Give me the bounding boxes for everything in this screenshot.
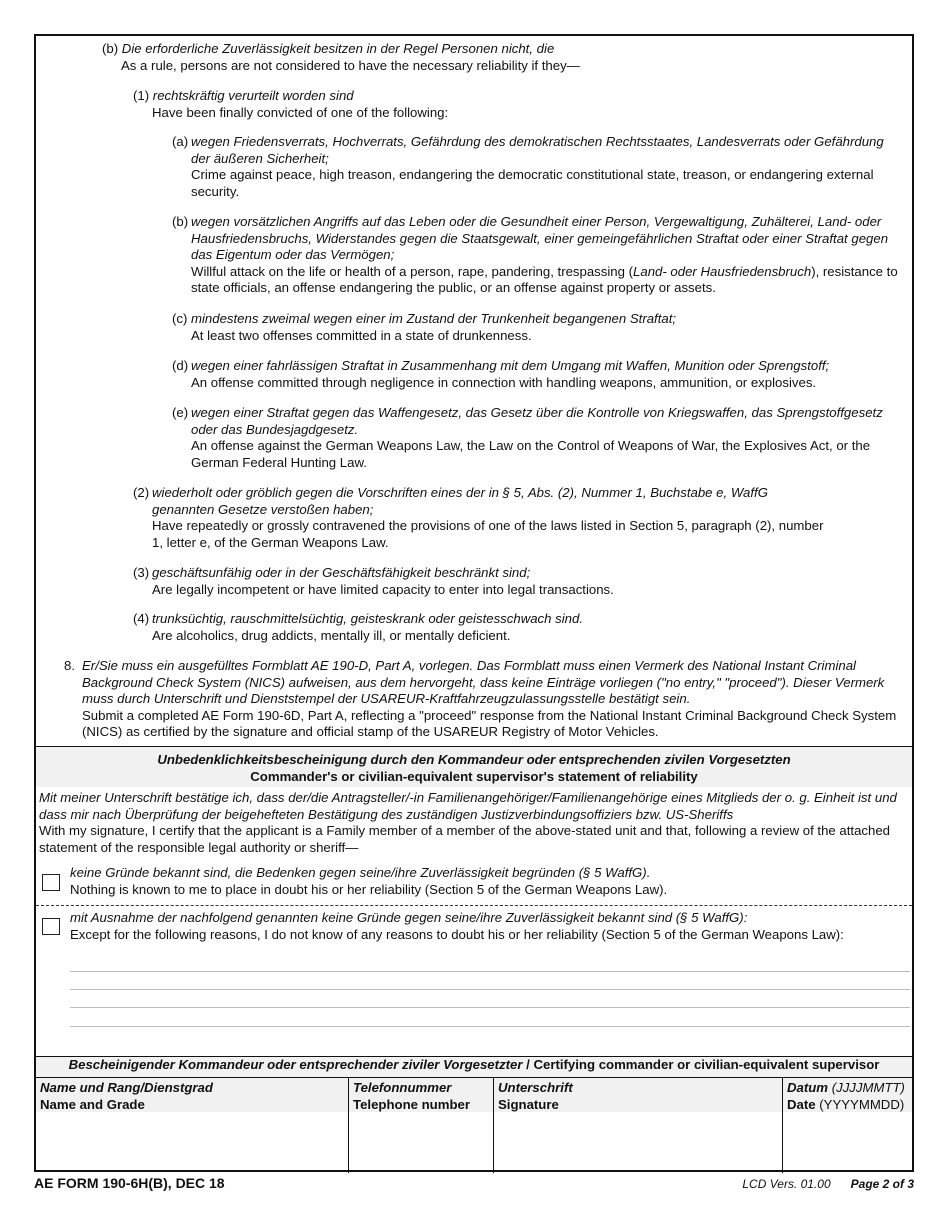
condition-1a-de: wegen Friedensverrats, Hochverrats, Gefährdung des demokratischen Rechtsstaates, Landesverrats oder Gefährdung der äußeren Sicherheit; xyxy=(191,134,884,166)
statement-title-en: Commander's or civilian-equivalent supervisor's statement of reliability xyxy=(250,768,698,784)
dashed-divider xyxy=(36,905,912,906)
condition-1d-marker: (d) xyxy=(172,358,189,373)
condition-b-marker: (b) xyxy=(102,41,119,56)
option-2-text xyxy=(70,910,910,943)
item-8-de: Er/Sie muss ein ausgefülltes Formblatt AE 190-D, Part A, vorlegen. Das Formblatt muss einen Vermerk des National Instant Criminal Background Check System (NICS) aufweisen, aus dem hervorgeht, dass keine Einträge vorliegen ("no entry," "proceed"). Dieser Vermerk muss durch Unterschrift und Dienststempel der USAREUR-Kraftfahrzeugzulassungsstelle bestätigt sein. xyxy=(82,658,885,706)
condition-1-en: Have been finally convicted of one of the following: xyxy=(152,104,449,120)
name-grade-label-de: Name und Rang/Dienstgrad xyxy=(40,1080,213,1095)
telephone-label-en: Telephone number xyxy=(353,1096,470,1112)
date-label-en-text: Date xyxy=(787,1096,816,1112)
condition-b xyxy=(102,41,892,74)
date-label-de xyxy=(787,1080,908,1097)
condition-1a xyxy=(172,134,892,200)
date-label-de-text: Datum xyxy=(787,1080,829,1095)
form-frame xyxy=(34,34,914,1172)
condition-2-en: Have repeatedly or grossly contravened the provisions of one of the laws listed in Section 5, paragraph (2), number 1, letter e, of the German Weapons Law. xyxy=(152,518,824,550)
signature-title-de: Bescheinigender Kommandeur oder entsprechender ziviler Vorgesetzter xyxy=(68,1057,523,1072)
condition-1b-en-it: Land- oder Hausfriedensbruch xyxy=(633,263,812,279)
condition-4-marker: (4) xyxy=(133,611,150,626)
telephone-field[interactable] xyxy=(349,1078,493,1173)
statement-title-de: Unbedenklichkeitsbescheinigung durch den Kommandeur oder entsprechenden zivilen Vorgesetzten xyxy=(157,752,791,767)
date-format-en: (YYYYMMDD) xyxy=(819,1096,905,1112)
condition-1e-marker: (e) xyxy=(172,405,189,420)
condition-1c-de: mindestens zweimal wegen einer im Zustand der Trunkenheit begangenen Straftat; xyxy=(191,311,677,326)
date-field[interactable] xyxy=(783,1078,912,1173)
condition-3-marker: (3) xyxy=(133,565,150,580)
condition-1b-en-pre: Willful attack on the life or health of a person, rape, pandering, trespassing ( xyxy=(191,263,634,279)
signature-label-en: Signature xyxy=(498,1096,559,1112)
condition-1a-en: Crime against peace, high treason, endangering the democratic constitutional state, treason, or endangering external security. xyxy=(191,167,874,199)
condition-3-de: geschäftsunfähig oder in der Geschäftsfähigkeit beschränkt sind; xyxy=(152,565,531,580)
condition-1b-marker: (b) xyxy=(172,214,189,229)
reason-line-4[interactable] xyxy=(70,1026,910,1027)
reason-line-1[interactable] xyxy=(70,971,910,972)
name-grade-field[interactable] xyxy=(36,1078,348,1173)
statement-intro-en: With my signature, I certify that the applicant is a Family member of a member of the above-stated unit and that, following a review of the attached statement of the responsible legal authority or sheriff— xyxy=(39,823,891,855)
condition-1c xyxy=(172,311,892,344)
date-format-de: (JJJJMMTT) xyxy=(831,1080,905,1095)
no-concerns-checkbox[interactable] xyxy=(42,874,60,891)
condition-1 xyxy=(133,88,893,121)
condition-1d xyxy=(172,358,892,391)
condition-1b-de: wegen vorsätzlichen Angriffs auf das Leben oder die Gesundheit einer Person, Vergewaltigung, Zuhälterei, Land- oder Hausfriedensbruchs, Widerstandes gegen die Staatsgewalt, einer gemeingefährlichen Straftat oder einer Straftat gegen das Eigentum oder das Vermögen; xyxy=(191,214,889,262)
date-label-en xyxy=(787,1097,908,1114)
condition-2-marker: (2) xyxy=(133,485,150,500)
telephone-label-de: Telefonnummer xyxy=(353,1080,452,1095)
condition-4 xyxy=(133,611,853,644)
reason-line-3[interactable] xyxy=(70,1007,910,1008)
condition-1d-de: wegen einer fahrlässigen Straftat in Zusammenhang mit dem Umgang mit Waffen, Munition oder Sprengstoff; xyxy=(191,358,830,373)
option-1-en: Nothing is known to me to place in doubt his or her reliability (Section 5 of the German Weapons Law). xyxy=(70,881,668,897)
option-2-en: Except for the following reasons, I do not know of any reasons to doubt his or her reliability (Section 5 of the German Weapons Law): xyxy=(70,926,844,942)
condition-2-de: wiederholt oder gröblich gegen die Vorschriften eines der in § 5, Abs. (2), Nummer 1, Buchstabe e, WaffG genannten Gesetze verstoßen haben; xyxy=(152,485,768,517)
page-footer xyxy=(34,1175,914,1193)
signature-title-en: Certifying commander or civilian-equivalent supervisor xyxy=(533,1057,880,1072)
option-1-de: keine Gründe bekannt sind, die Bedenken gegen seine/ihre Zuverlässigkeit begründen (§ 5 WaffG). xyxy=(70,865,651,880)
item-8-marker: 8. xyxy=(64,658,75,673)
condition-4-de: trunksüchtig, rauschmittelsüchtig, geisteskrank oder geistesschwach sind. xyxy=(152,611,583,626)
item-8-en: Submit a completed AE Form 190-6D, Part A, reflecting a "proceed" response from the National Instant Criminal Background Check System (NICS) as certified by the signature and official stamp of the USAREUR Registry of Motor Vehicles. xyxy=(82,707,897,739)
condition-1e xyxy=(172,405,888,471)
condition-1d-en: An offense committed through negligence in connection with handling weapons, ammunition, or explosives. xyxy=(191,374,817,390)
signature-field[interactable] xyxy=(494,1078,782,1173)
reason-line-2[interactable] xyxy=(70,989,910,990)
condition-3 xyxy=(133,565,853,598)
condition-1-de: rechtskräftig verurteilt worden sind xyxy=(152,88,354,103)
form-id: AE FORM 190-6H(B), DEC 18 xyxy=(34,1175,225,1191)
option-1-text xyxy=(70,865,890,898)
statement-intro xyxy=(39,790,909,856)
option-2-de: mit Ausnahme der nachfolgend genannten keine Gründe gegen seine/ihre Zuverlässigkeit bekannt sind (§ 5 WaffG): xyxy=(70,910,748,925)
signature-label-de: Unterschrift xyxy=(498,1080,573,1095)
condition-1-marker: (1) xyxy=(133,88,150,103)
condition-1b-en xyxy=(191,264,900,297)
condition-1b xyxy=(172,214,900,297)
lcd-version: LCD Vers. 01.00 xyxy=(742,1177,831,1191)
condition-1c-marker: (c) xyxy=(172,311,188,326)
signature-columns xyxy=(36,1077,912,1173)
condition-1e-de: wegen einer Straftat gegen das Waffengesetz, das Gesetz über die Kontrolle von Kriegswaffen, das Sprengstoffgesetz oder das Bundesjagdgesetz. xyxy=(191,405,883,437)
signature-block-header xyxy=(36,1056,912,1077)
condition-2 xyxy=(133,485,833,551)
condition-1a-marker: (a) xyxy=(172,134,189,149)
version-info xyxy=(742,1176,914,1193)
condition-3-en: Are legally incompetent or have limited capacity to enter into legal transactions. xyxy=(152,581,614,597)
condition-4-en: Are alcoholics, drug addicts, mentally ill, or mentally deficient. xyxy=(152,627,511,643)
statement-intro-de: Mit meiner Unterschrift bestätige ich, dass der/die Antragsteller/-in Familienangehöriger/Familienangehörige eines Mitglieds der o. g. Einheit ist und dass mir nach Überprüfung der beigehefteten Bestätigung des zuständigen Justizverbindungsoffiziers bzw. US-Sheriffs xyxy=(39,790,897,822)
condition-1e-en: An offense against the German Weapons Law, the Law on the Control of Weapons of War, the Explosives Act, or the German Federal Hunting Law. xyxy=(191,438,871,470)
condition-1b-en-post: ), resistance to state officials, an offense endangering the public, or an offense against property or assets. xyxy=(191,263,898,295)
signature-title-sep: / xyxy=(522,1057,534,1072)
page-number: Page 2 of 3 xyxy=(850,1177,914,1191)
condition-b-en: As a rule, persons are not considered to have the necessary reliability if they— xyxy=(121,57,580,73)
condition-1c-en: At least two offenses committed in a state of drunkenness. xyxy=(191,327,532,343)
exceptions-checkbox[interactable] xyxy=(42,918,60,935)
condition-b-de: Die erforderliche Zuverlässigkeit besitzen in der Regel Personen nicht, die xyxy=(121,41,555,56)
statement-header xyxy=(36,746,912,787)
name-grade-label-en: Name and Grade xyxy=(40,1096,145,1112)
item-8 xyxy=(64,658,909,741)
